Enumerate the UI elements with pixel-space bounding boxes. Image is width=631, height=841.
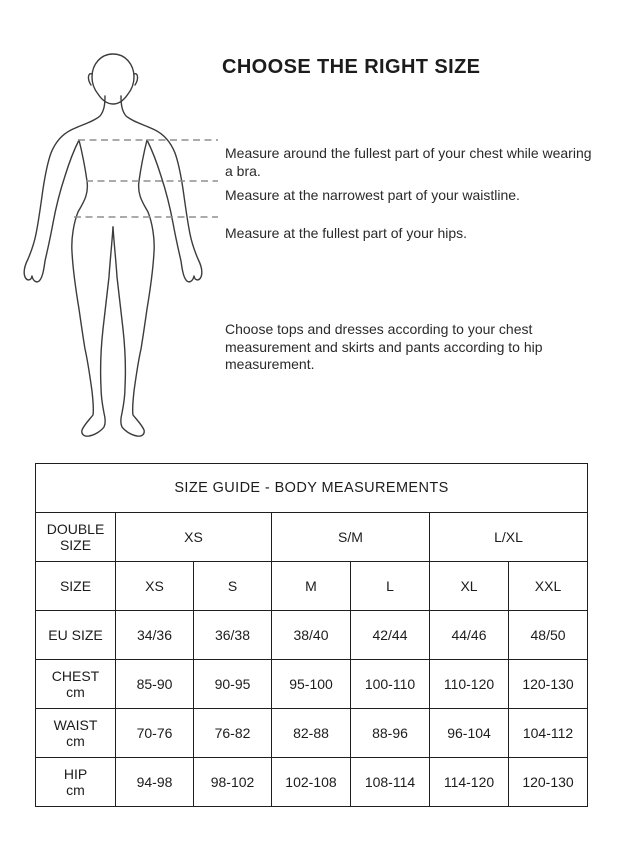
table-cell: 82-88 [272, 709, 351, 758]
table-cell: 120-130 [509, 660, 588, 709]
chest-row [36, 660, 588, 709]
size-guide-table [35, 463, 588, 807]
double-size-row [36, 513, 588, 562]
double-size-sm: S/M [272, 513, 430, 562]
table-title-row [36, 464, 588, 513]
figure-body [24, 96, 202, 436]
size-m: M [272, 562, 351, 611]
double-size-lxl: L/XL [430, 513, 588, 562]
table-cell: 48/50 [509, 611, 588, 660]
double-size-xs: XS [116, 513, 272, 562]
table-cell: 98-102 [194, 758, 272, 807]
table-cell: 34/36 [116, 611, 194, 660]
waist-row [36, 709, 588, 758]
chest-measure-tip: Measure around the fullest part of your chest while wearing a bra. [225, 145, 592, 179]
table-cell: 114-120 [430, 758, 509, 807]
size-row [36, 562, 588, 611]
table-cell: 44/46 [430, 611, 509, 660]
table-cell: 76-82 [194, 709, 272, 758]
size-xs: XS [116, 562, 194, 611]
size-xxl: XXL [509, 562, 588, 611]
table-cell: 42/44 [351, 611, 430, 660]
table-cell: 36/38 [194, 611, 272, 660]
table-cell: 100-110 [351, 660, 430, 709]
table-cell: 90-95 [194, 660, 272, 709]
table-cell: 96-104 [430, 709, 509, 758]
hip-label: HIP cm [36, 758, 116, 807]
table-title: SIZE GUIDE - BODY MEASUREMENTS [36, 464, 588, 513]
size-xl: XL [430, 562, 509, 611]
hip-measure-tip: Measure at the fullest part of your hips. [225, 225, 468, 241]
table-cell: 88-96 [351, 709, 430, 758]
table-cell: 102-108 [272, 758, 351, 807]
hip-row [36, 758, 588, 807]
table-cell: 108-114 [351, 758, 430, 807]
waist-label: WAIST cm [36, 709, 116, 758]
table-cell: 38/40 [272, 611, 351, 660]
size-l: L [351, 562, 430, 611]
page-title: CHOOSE THE RIGHT SIZE [222, 56, 481, 78]
table-cell: 95-100 [272, 660, 351, 709]
waist-measure-tip: Measure at the narrowest part of your waistline. [225, 187, 520, 203]
size-label: SIZE [36, 562, 116, 611]
table-cell: 120-130 [509, 758, 588, 807]
size-s: S [194, 562, 272, 611]
table-cell: 94-98 [116, 758, 194, 807]
eu-size-label: EU SIZE [36, 611, 116, 660]
figure-head [92, 54, 134, 104]
fit-note: Choose tops and dresses according to your chest measurement and skirts and pants according to hip measurement. [225, 321, 543, 372]
table-cell: 85-90 [116, 660, 194, 709]
table-cell: 104-112 [509, 709, 588, 758]
chest-label: CHEST cm [36, 660, 116, 709]
double-size-label: DOUBLE SIZE [36, 513, 116, 562]
table-cell: 110-120 [430, 660, 509, 709]
table-cell: 70-76 [116, 709, 194, 758]
eu-size-row [36, 611, 588, 660]
